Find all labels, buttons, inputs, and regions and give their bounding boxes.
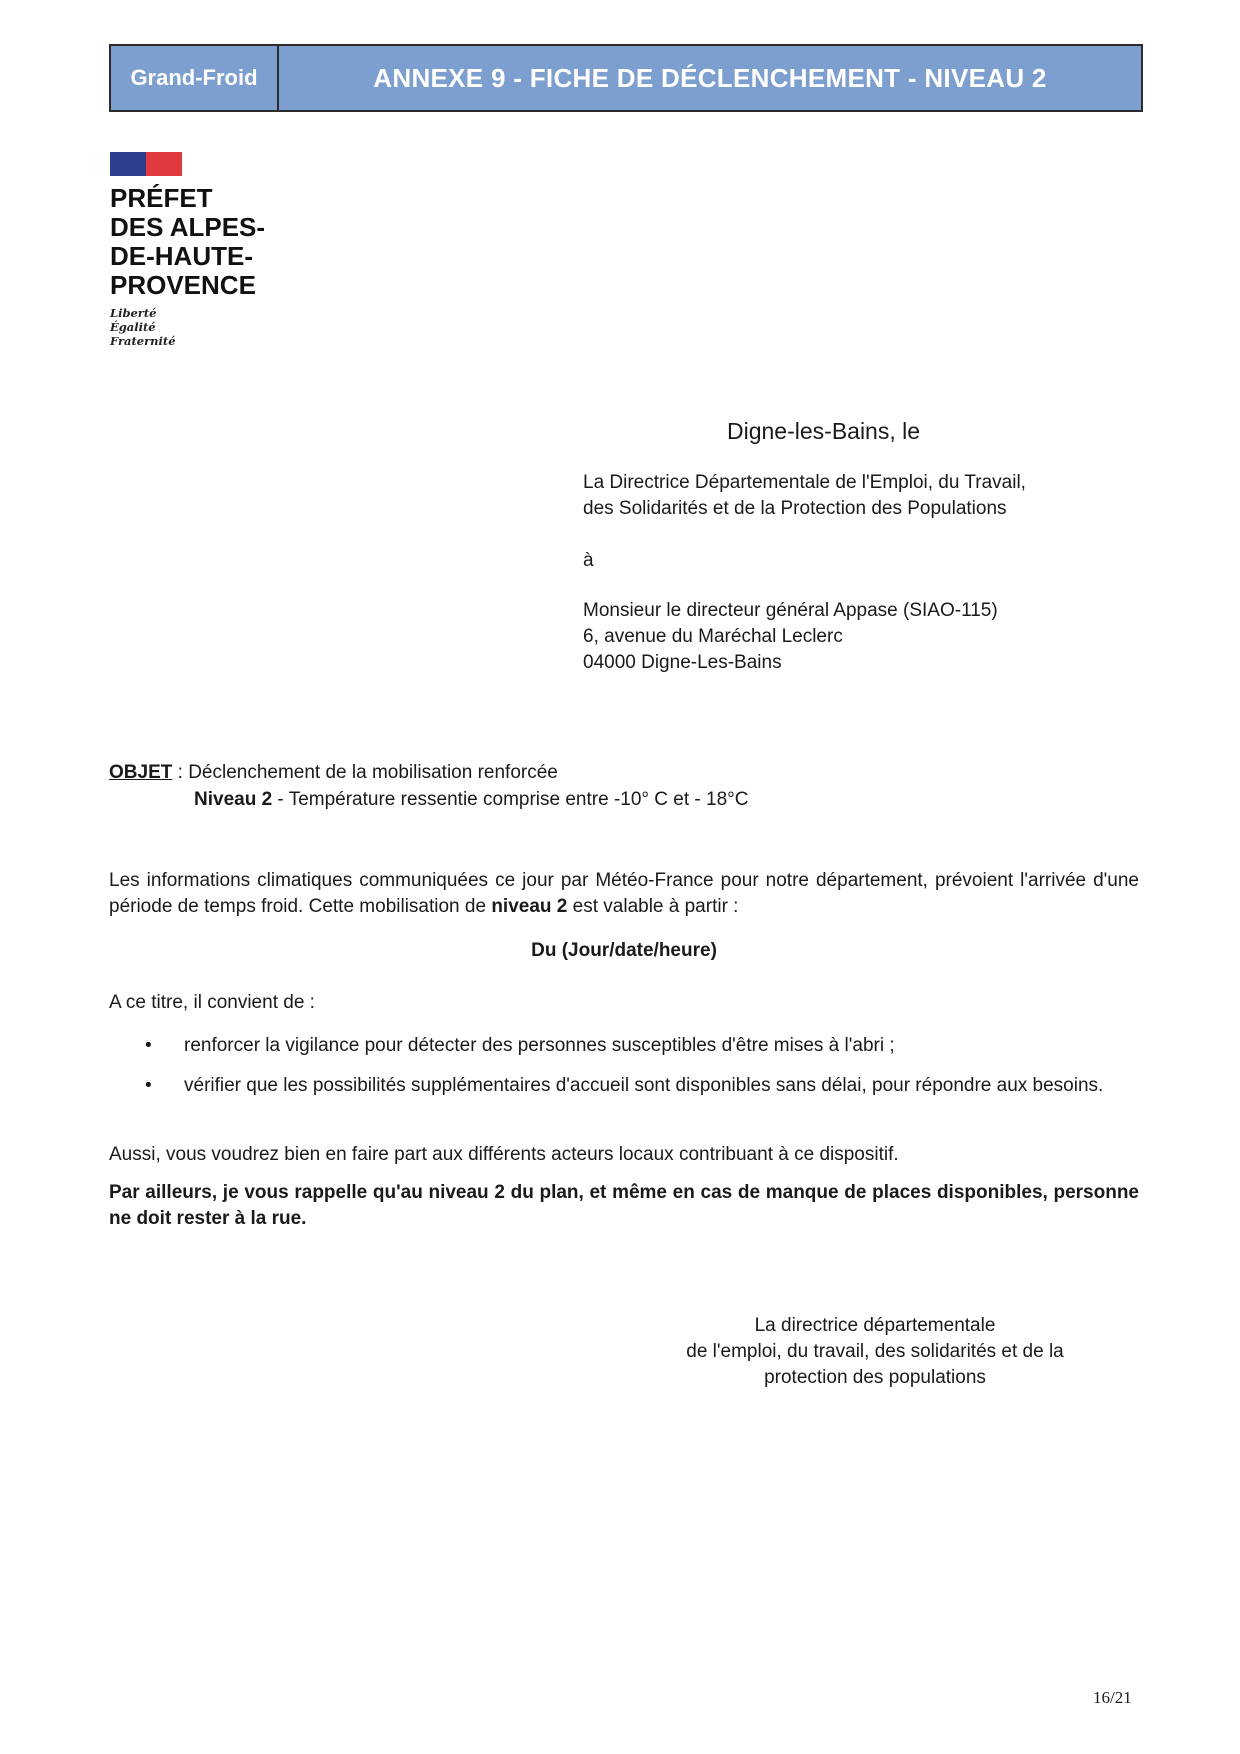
sender-line: La Directrice Départementale de l'Emploi, du Travail, xyxy=(583,472,1026,493)
prefecture-name-line: DE-HAUTE- xyxy=(110,241,253,271)
signature-line: de l'emploi, du travail, des solidarités et de la xyxy=(686,1341,1064,1362)
action-list xyxy=(109,1033,1139,1113)
intro-text-end: est valable à partir : xyxy=(567,896,739,917)
motto-line: Liberté xyxy=(110,306,157,320)
recipient-line: Monsieur le directeur général Appase (SIAO-115) xyxy=(583,600,998,621)
prefecture-logo xyxy=(110,152,280,348)
header-title: ANNEXE 9 - FICHE DE DÉCLENCHEMENT - NIVEAU 2 xyxy=(373,62,1047,93)
prefecture-name xyxy=(110,184,280,300)
dissemination-paragraph: Aussi, vous voudrez bien en faire part aux différents acteurs locaux contribuant à ce dispositif. xyxy=(109,1144,899,1165)
list-item-text: renforcer la vigilance pour détecter des personnes susceptibles d'être mises à l'abri ; xyxy=(184,1035,895,1056)
level-label: Niveau 2 xyxy=(194,789,273,810)
subject-text: : Déclenchement de la mobilisation renforcée xyxy=(172,762,558,783)
recipient-block xyxy=(583,598,998,676)
prefecture-name-line: DES ALPES- xyxy=(110,212,266,242)
subject-line xyxy=(109,760,558,786)
list-item xyxy=(109,1033,1139,1059)
actions-intro: A ce titre, il convient de : xyxy=(109,992,315,1013)
bullet-icon: • xyxy=(145,1035,152,1056)
intro-paragraph xyxy=(109,868,1139,920)
subject-label: OBJET xyxy=(109,762,173,783)
bullet-icon: • xyxy=(145,1075,152,1096)
prefecture-name-line: PROVENCE xyxy=(110,270,256,300)
flag-icon xyxy=(110,152,182,176)
reminder-paragraph: Par ailleurs, je vous rappelle qu'au niveau 2 du plan, et même en cas de manque de places disponibles, personne ne doit rester à la rue. xyxy=(109,1182,1139,1229)
recipient-prefix: à xyxy=(583,550,594,571)
recipient-line: 6, avenue du Maréchal Leclerc xyxy=(583,626,843,647)
sender-line: des Solidarités et de la Protection des Populations xyxy=(583,498,1007,519)
republic-motto xyxy=(110,306,280,348)
level-line xyxy=(194,787,748,813)
signature-line: La directrice départementale xyxy=(754,1315,996,1336)
intro-level: niveau 2 xyxy=(491,896,568,917)
page-number: 16/21 xyxy=(1093,1688,1132,1707)
list-item xyxy=(109,1073,1139,1099)
header-tag: Grand-Froid xyxy=(111,46,279,110)
document-header xyxy=(109,44,1143,112)
motto-line: Fraternité xyxy=(110,334,176,348)
motto-line: Égalité xyxy=(110,320,156,334)
start-date-field: Du (Jour/date/heure) xyxy=(531,940,717,961)
prefecture-name-line: PRÉFET xyxy=(110,183,213,213)
list-item-text: vérifier que les possibilités supplémentaires d'accueil sont disponibles sans délai, pour répondre aux besoins. xyxy=(184,1075,1104,1096)
level-text: - Température ressentie comprise entre -10° C et - 18°C xyxy=(272,789,749,810)
sender-block xyxy=(583,470,1026,522)
intro-text: Les informations climatiques communiquées ce jour par Météo-France pour notre département, prévoient l'arrivée d'une période de temps froid. Cette mobilisation de xyxy=(109,870,1139,917)
letter-date: Digne-les-Bains, le xyxy=(727,418,921,444)
signature-line: protection des populations xyxy=(764,1367,986,1388)
recipient-line: 04000 Digne-Les-Bains xyxy=(583,652,782,673)
signature-block xyxy=(640,1313,1110,1391)
